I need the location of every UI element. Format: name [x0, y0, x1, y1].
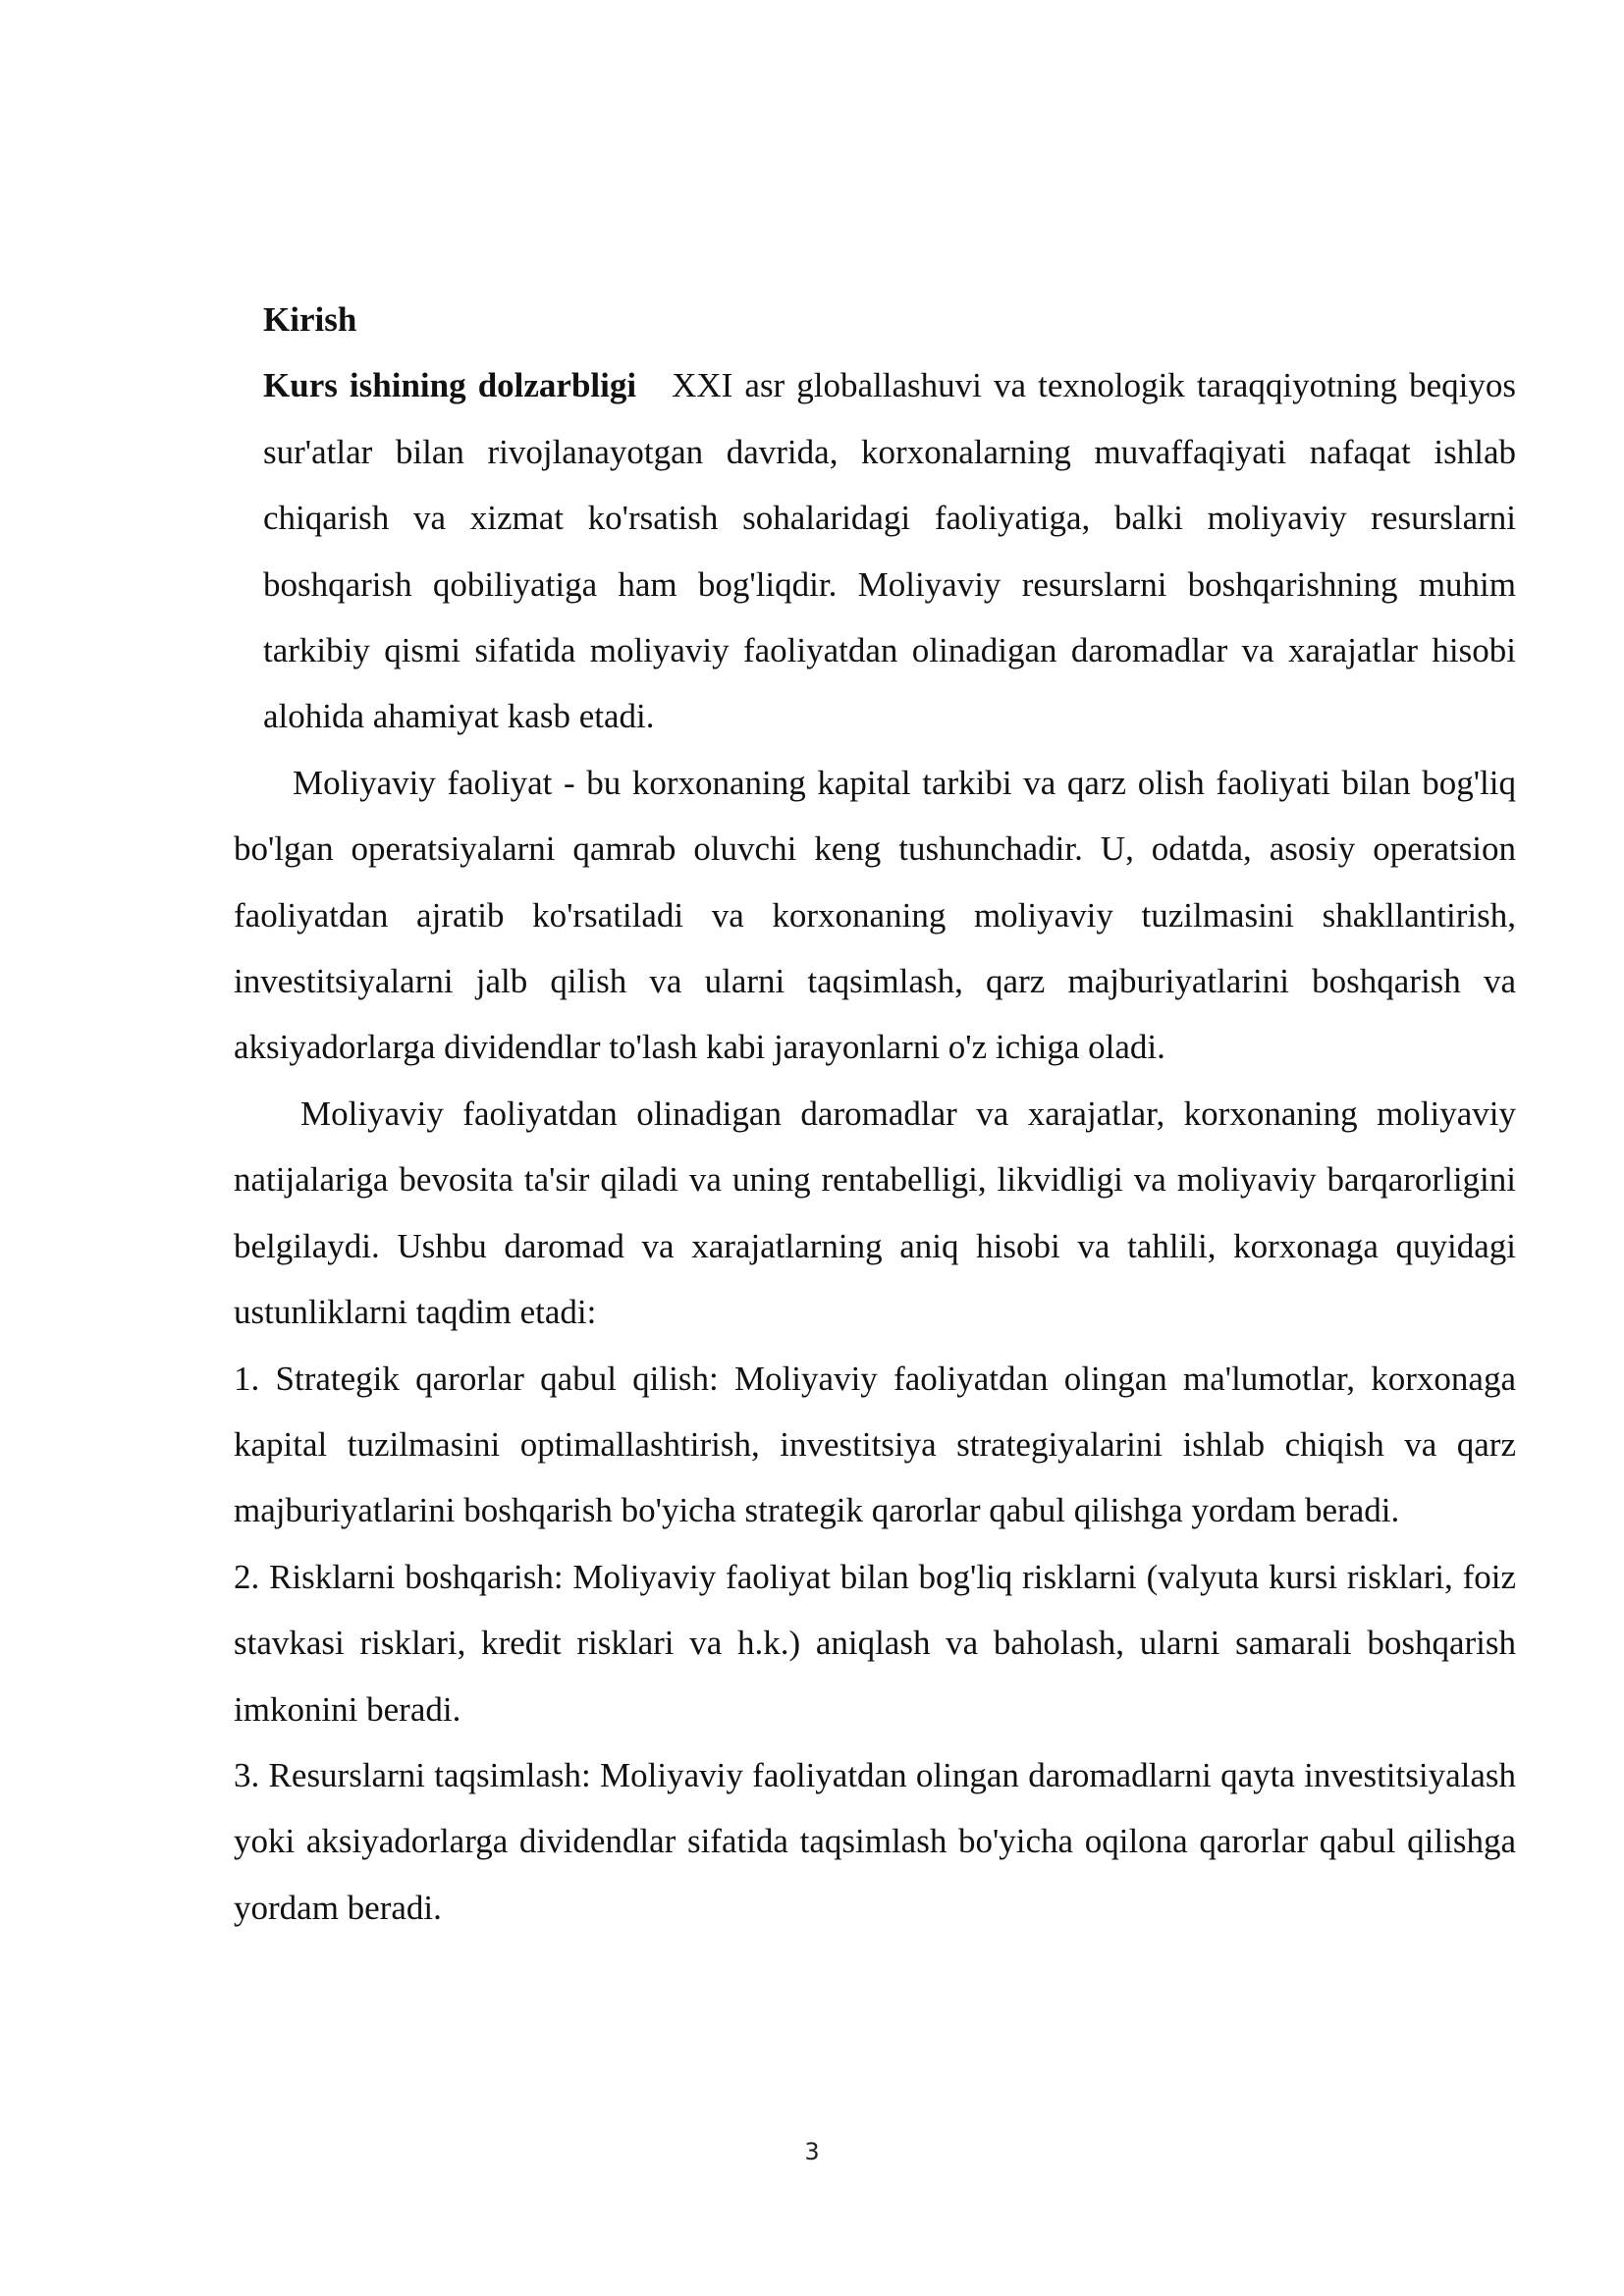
list-item-resource-allocation: 3. Resurslarni taqsimlash: Moliyaviy faoliyatdan olingan daromadlarni qayta investitsiyalash yoki aksiyadorlarga dividendlar sifatida taqsimlash bo'yicha oqilona qarorlar qabul qilishga yordam beradi. — [234, 1755, 1516, 1927]
intro-text: XXI asr globallashuvi va texnologik taraqqiyotning beqiyos sur'atlar bilan rivojlanayotgan davrida, korxonalarning muvaffaqiyati nafaqat ishlab chiqarish va xizmat ko'rsatish sohalaridagi faoliyatiga, balki moliyaviy resurslarni boshqarish qobiliyatiga ham bog'liqdir. Moliyaviy resurslarni boshqarishning muhim tarkibiy qismi sifatida moliyaviy faoliyatdan olinadigan daromadlar va xarajatlar hisobi alohida ahamiyat kasb etadi. — [263, 366, 1516, 736]
document-body — [234, 287, 1516, 1941]
intro-paragraph — [234, 352, 1516, 749]
intro-label: Kurs ishining dolzarbligi — [263, 366, 637, 405]
paragraph-financial-activity: Moliyaviy faoliyat - bu korxonaning kapital tarkibi va qarz olish faoliyati bilan bog'liq bo'lgan operatsiyalarni qamrab oluvchi keng tushunchadir. U, odatda, asosiy operatsion faoliyatdan ajratib ko'rsatiladi va korxonaning moliyaviy tuzilmasini shakllantirish, investitsiyalarni jalb qilish va ularni taqsimlash, qarz majburiyatlarini boshqarish va aksiyadorlarga dividendlar to'lash kabi jarayonlarni o'z ichiga oladi. — [234, 763, 1516, 1067]
section-heading: Kirish — [263, 300, 357, 339]
paragraph-income-expenses: Moliyaviy faoliyatdan olinadigan daromadlar va xarajatlar, korxonaning moliyaviy natijalariga bevosita ta'sir qiladi va uning rentabelligi, likvidligi va moliyaviy barqarorligini belgilaydi. Ushbu daromad va xarajatlarning aniq hisobi va tahlili, korxonaga quyidagi ustunliklarni taqdim etadi: — [234, 1094, 1516, 1332]
page-number: 3 — [804, 2138, 820, 2165]
list-item-risk-management: 2. Risklarni boshqarish: Moliyaviy faoliyat bilan bog'liq risklarni (valyuta kursi risklari, foiz stavkasi risklari, kredit risklari va h.k.) aniqlash va baholash, ularni samarali boshqarish imkonini beradi. — [234, 1557, 1516, 1729]
list-item-strategic-decisions: 1. Strategik qarorlar qabul qilish: Moliyaviy faoliyatdan olingan ma'lumotlar, korxonaga kapital tuzilmasini optimallashtirish, investitsiya strategiyalarini ishlab chiqish va qarz majburiyatlarini boshqarish bo'yicha strategik qarorlar qabul qilishga yordam beradi. — [234, 1359, 1516, 1530]
